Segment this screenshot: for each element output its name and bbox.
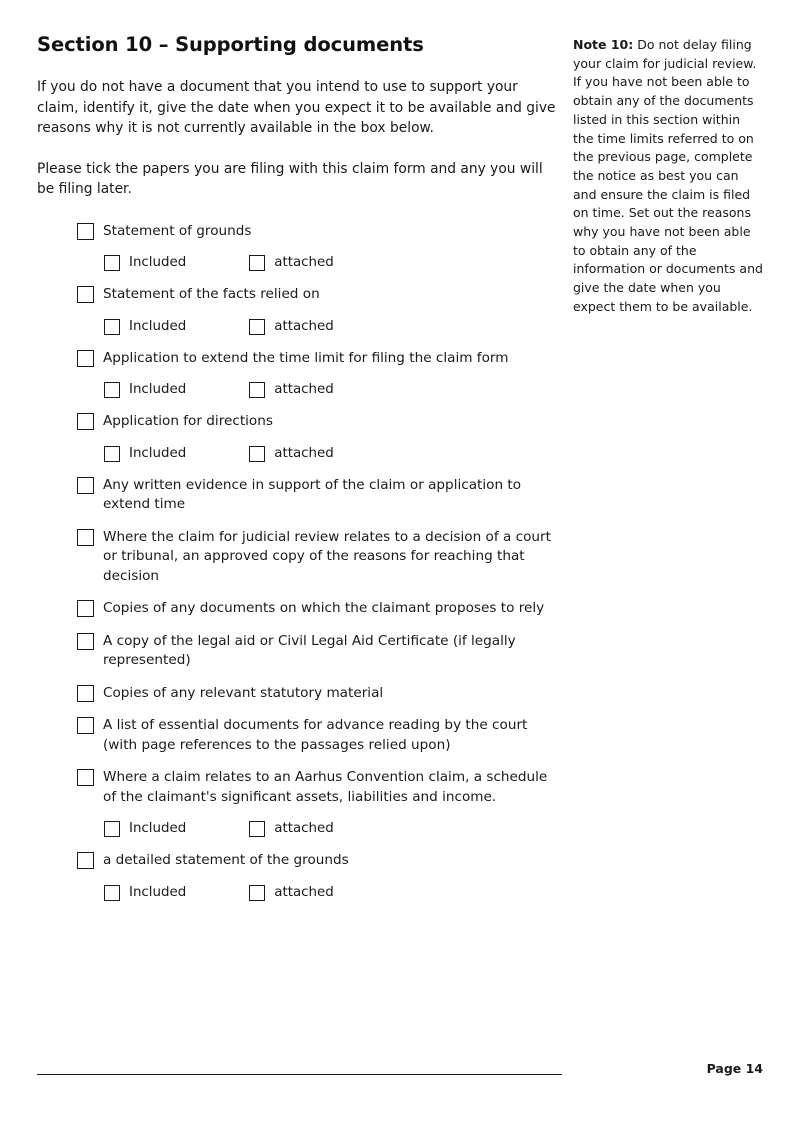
checkbox-attached-label: attached — [274, 318, 334, 334]
checklist-subrow — [37, 445, 562, 462]
supporting-documents-checklist — [37, 222, 562, 901]
checklist-subrow — [37, 318, 562, 335]
checkbox-attached[interactable] — [249, 382, 265, 398]
checkbox-included-label: Included — [129, 382, 187, 397]
checkbox-included-label: Included — [129, 318, 187, 334]
checklist-item[interactable] — [37, 632, 562, 671]
checkbox-attached-group[interactable] — [249, 381, 334, 398]
checkbox-included[interactable] — [104, 319, 120, 335]
checkbox[interactable] — [77, 413, 94, 430]
checklist-item-label: Application to extend the time limit for filing the claim form — [103, 349, 509, 366]
intro-paragraph-2: Please tick the papers you are filing with this claim form and any you will be filing later. — [37, 160, 543, 197]
checklist-item-label: Any written evidence in support of the claim or application to extend time — [103, 476, 522, 512]
checklist-item[interactable] — [37, 528, 562, 587]
checklist-item-label: Copies of any relevant statutory material — [103, 684, 384, 701]
checkbox-attached-group[interactable] — [249, 820, 334, 837]
checkbox-attached[interactable] — [249, 255, 265, 271]
checkbox-included-group[interactable] — [104, 884, 186, 901]
intro-paragraph-1: If you do not have a document that you intend to use to support your claim, identify it, give the date when you expect it to be available and give reasons why it is not currently available in the box below. — [37, 79, 556, 136]
checkbox-included-group[interactable] — [104, 254, 186, 271]
checkbox-included[interactable] — [104, 255, 120, 271]
checkbox[interactable] — [77, 769, 94, 786]
checklist-subrow — [37, 381, 562, 398]
footer-divider — [37, 1074, 562, 1075]
checkbox-attached-group[interactable] — [249, 884, 334, 901]
checkbox-included-label: Included — [129, 445, 187, 461]
checkbox[interactable] — [77, 717, 94, 734]
checkbox-included[interactable] — [104, 382, 120, 398]
checkbox[interactable] — [77, 223, 94, 240]
note-label: Note 10: — [573, 37, 634, 52]
checklist-item[interactable] — [37, 716, 562, 755]
checkbox-attached-label: attached — [274, 445, 334, 461]
checkbox-included-group[interactable] — [104, 318, 186, 335]
note-sidebar — [573, 36, 763, 317]
checkbox-attached[interactable] — [249, 885, 265, 901]
page-title: Section 10 – Supporting documents — [37, 33, 424, 56]
checkbox-attached[interactable] — [249, 821, 265, 837]
checkbox-included-group[interactable] — [104, 445, 186, 462]
checklist-item-label: Where a claim relates to an Aarhus Convention claim, a schedule of the claimant's significant assets, liabilities and income. — [103, 769, 548, 805]
checkbox-attached-label: attached — [274, 255, 334, 270]
checklist-item[interactable] — [37, 222, 562, 242]
checklist-item-label: Statement of grounds — [103, 222, 252, 239]
checkbox[interactable] — [77, 852, 94, 869]
checkbox-included-label: Included — [129, 884, 187, 900]
checklist-item-label: Application for directions — [103, 413, 273, 429]
checklist-item-label: A list of essential documents for advance reading by the court (with page references to the passages relied upon) — [103, 717, 528, 753]
checkbox-attached-group[interactable] — [249, 318, 334, 335]
checkbox-attached-group[interactable] — [249, 445, 334, 462]
checkbox[interactable] — [77, 600, 94, 617]
checklist-item[interactable] — [37, 412, 562, 432]
checklist-subrow — [37, 820, 562, 837]
checklist-item-label: Statement of the facts relied on — [103, 286, 320, 302]
checkbox[interactable] — [77, 350, 94, 367]
checklist-item-label: Copies of any documents on which the claimant proposes to rely — [103, 600, 545, 616]
checkbox-included[interactable] — [104, 885, 120, 901]
checklist-item-label: A copy of the legal aid or Civil Legal Aid Certificate (if legally represented) — [103, 632, 516, 668]
checkbox-attached-label: attached — [274, 382, 334, 397]
page-number: Page 14 — [706, 1061, 763, 1076]
checkbox[interactable] — [77, 685, 94, 702]
checkbox-included-label: Included — [129, 821, 187, 836]
checkbox-attached-group[interactable] — [249, 254, 334, 271]
checkbox-included[interactable] — [104, 446, 120, 462]
note-text: Do not delay filing your claim for judicial review. If you have not been able to obtain any of the documents listed in this section within the time limits referred to on the previous page, complete the notice as best you can and ensure the claim is filed on time. Set out the reasons why you have not been able to obtain any of the information or documents and give the date when you expect them to be available. — [573, 37, 763, 314]
checkbox-included-group[interactable] — [104, 820, 186, 837]
checkbox[interactable] — [77, 633, 94, 650]
checklist-item[interactable] — [37, 476, 562, 515]
checkbox-included-label: Included — [129, 255, 187, 270]
checkbox-attached[interactable] — [249, 319, 265, 335]
main-content-column — [37, 33, 562, 915]
checklist-item[interactable] — [37, 851, 562, 871]
checkbox-attached-label: attached — [274, 884, 334, 900]
checklist-item[interactable] — [37, 285, 562, 305]
checklist-item-label: a detailed statement of the grounds — [103, 852, 349, 868]
checkbox[interactable] — [77, 529, 94, 546]
checkbox-included[interactable] — [104, 821, 120, 837]
checklist-item[interactable] — [37, 768, 562, 807]
checklist-item-label: Where the claim for judicial review relates to a decision of a court or tribunal, an approved copy of the reasons for reaching that decision — [103, 528, 551, 584]
checklist-subrow — [37, 254, 562, 271]
checkbox[interactable] — [77, 477, 94, 494]
checkbox[interactable] — [77, 286, 94, 303]
checklist-item[interactable] — [37, 684, 562, 704]
checklist-item[interactable] — [37, 599, 562, 619]
checklist-item[interactable] — [37, 349, 562, 369]
checklist-subrow — [37, 884, 562, 901]
checkbox-attached-label: attached — [274, 821, 334, 836]
checkbox-attached[interactable] — [249, 446, 265, 462]
checkbox-included-group[interactable] — [104, 381, 186, 398]
